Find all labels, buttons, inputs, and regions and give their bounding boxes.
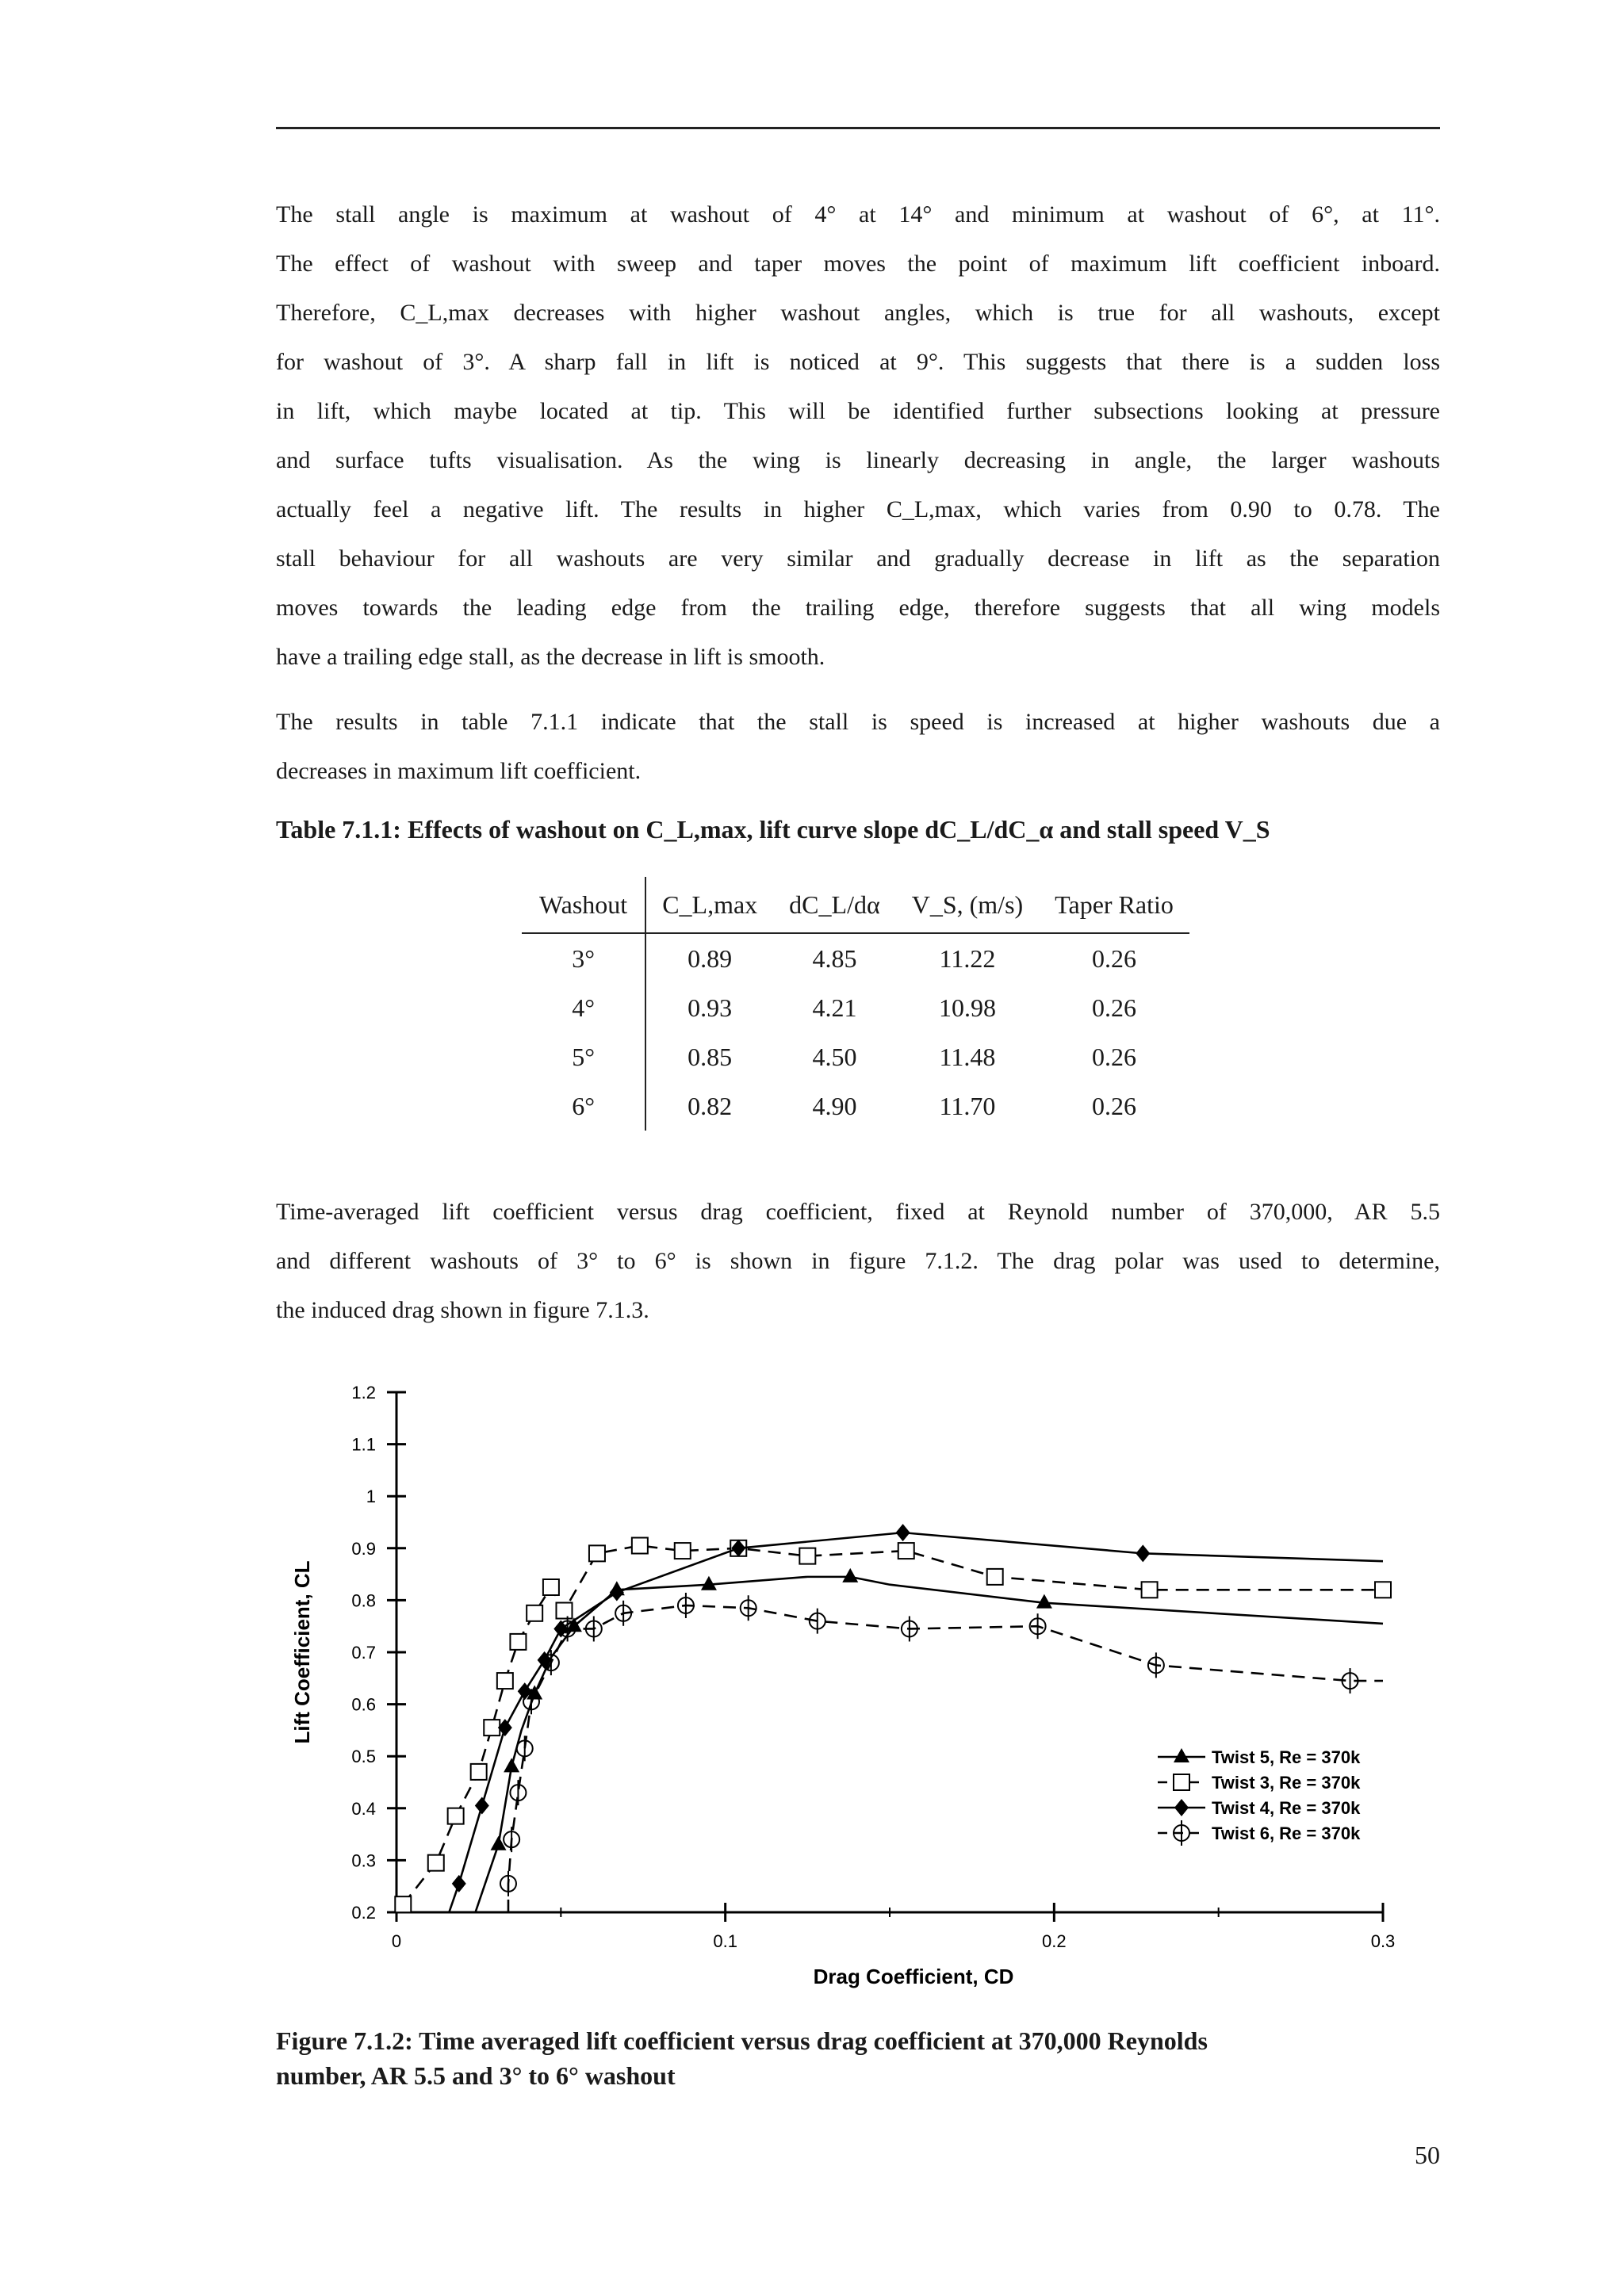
text-line: the induced drag shown in figure 7.1.3. [276, 1297, 649, 1323]
x-tick-label: 0.1 [713, 1931, 737, 1951]
table-row [522, 933, 1189, 983]
text-line: stall behaviour for all washouts are very similar and gradually decrease in lift as the separation [276, 545, 1440, 572]
table-cell: 4° [522, 983, 645, 1032]
series-2-point [1375, 1582, 1391, 1598]
table-row [522, 1081, 1189, 1131]
text-line: Time-averaged lift coefficient versus drag coefficient, fixed at Reynold number of 370,000, AR 5.5 [276, 1199, 1440, 1225]
series-2-point [675, 1543, 691, 1559]
text-line: for washout of 3°. A sharp fall in lift is noticed at 9°. This suggests that there is a sudden loss [276, 349, 1440, 375]
table-cell: 0.82 [688, 1091, 733, 1120]
paragraph-table-intro [276, 698, 1440, 796]
text-line: have a trailing edge stall, as the decrease in lift is smooth. [276, 644, 825, 670]
series-2-point [448, 1808, 464, 1824]
y-tick-label: 0.3 [351, 1850, 376, 1871]
table-cell: 4.90 [812, 1091, 857, 1120]
series-3-point [452, 1875, 466, 1892]
legend-marker [1174, 1799, 1189, 1816]
x-tick-label: 0 [391, 1931, 402, 1951]
text-line: The stall angle is maximum at washout of 4° at 14° and minimum at washout of 6°, at 11°. [276, 201, 1440, 228]
series-2-point [484, 1720, 500, 1735]
table-cell: 4.85 [812, 943, 857, 973]
figure-caption-line: Figure 7.1.2: Time averaged lift coefficient versus drag coefficient at 370,000 Reynolds [276, 2026, 1208, 2055]
x-axis-title: Drag Coefficient, CD [813, 1965, 1014, 1988]
x-tick-label: 0.3 [1370, 1931, 1396, 1951]
series-2-point [527, 1605, 542, 1621]
y-tick-label: 0.2 [351, 1903, 376, 1923]
series-2-point [428, 1855, 444, 1871]
table-caption-text: Effects of washout on C_L,max, lift curve slope dC_L/dC_α and stall speed V_S [407, 815, 1270, 844]
header-rule [276, 127, 1440, 129]
y-tick-label: 0.9 [351, 1538, 376, 1559]
washout-table [522, 877, 1189, 1131]
text-line: in lift, which maybe located at tip. This will be identified further subsections looking at pressure [276, 398, 1440, 424]
text-line: The results in table 7.1.1 indicate that the stall is speed is increased at higher washouts due a [276, 709, 1440, 735]
figure-caption [276, 2023, 1440, 2093]
table-cell: 0.89 [688, 943, 733, 973]
legend-label: Twist 6, Re = 370k [1212, 1823, 1361, 1843]
series-1-point [701, 1576, 717, 1590]
series-2-point [471, 1764, 487, 1780]
text-line: and different washouts of 3° to 6° is shown in figure 7.1.2. The drag polar was used to determine, [276, 1248, 1440, 1274]
table-cell: 10.98 [938, 993, 996, 1022]
series-3-point [1136, 1544, 1150, 1562]
table-cell: 11.48 [939, 1042, 996, 1071]
table-cell: 0.85 [688, 1042, 733, 1071]
y-tick-label: 0.7 [351, 1643, 376, 1663]
table-cell: 0.26 [1092, 1091, 1137, 1120]
table-cell: 5° [522, 1032, 645, 1081]
paragraph-drag-polar [276, 1188, 1440, 1335]
table-cell: 0.93 [688, 993, 733, 1022]
legend-label: Twist 3, Re = 370k [1212, 1773, 1361, 1793]
y-tick-label: 1.1 [351, 1434, 376, 1455]
legend-label: Twist 4, Re = 370k [1212, 1798, 1361, 1818]
series-3-point [475, 1797, 489, 1815]
x-tick-label: 0.2 [1042, 1931, 1067, 1951]
series-2-point [1142, 1582, 1158, 1598]
series-3-point [896, 1524, 910, 1541]
table-cell: 4.21 [812, 993, 857, 1022]
drag-polar-chart [285, 1380, 1411, 2006]
series-3-point [553, 1620, 568, 1637]
legend-marker [1174, 1748, 1189, 1762]
table-header-cell: C_L,max [645, 877, 773, 933]
table-cell: 6° [522, 1081, 645, 1131]
table-header-cell: V_S, (m/s) [896, 877, 1039, 933]
table-header-row [522, 877, 1189, 933]
series-2-point [510, 1634, 526, 1650]
series-3-point [610, 1584, 624, 1601]
table-row [522, 1032, 1189, 1081]
legend-label: Twist 5, Re = 370k [1212, 1747, 1361, 1767]
series-2-point [799, 1548, 815, 1564]
y-tick-label: 0.4 [351, 1798, 376, 1819]
series-2-point [632, 1538, 648, 1554]
text-line: actually feel a negative lift. The results in higher C_L,max, which varies from 0.90 to 0.78. The [276, 496, 1440, 522]
series-1-point [504, 1758, 519, 1772]
series-2-point [556, 1603, 572, 1619]
table-cell: 3° [522, 933, 645, 983]
y-tick-label: 0.8 [351, 1590, 376, 1611]
text-line: The effect of washout with sweep and taper moves the point of maximum lift coefficient inboard. [276, 251, 1440, 277]
table-row [522, 983, 1189, 1032]
table-cell: 0.26 [1092, 993, 1137, 1022]
table-caption-label: Table 7.1.1: [276, 815, 401, 844]
series-1-point [842, 1568, 858, 1582]
series-2-point [395, 1896, 411, 1912]
y-tick-label: 0.6 [351, 1694, 376, 1715]
table-cell: 11.22 [939, 943, 996, 973]
table-header-cell: Taper Ratio [1039, 877, 1189, 933]
table-header-cell: Washout [522, 877, 645, 933]
page-number: 50 [1415, 2141, 1440, 2169]
series-line-2 [403, 1546, 1383, 1905]
text-line: and surface tufts visualisation. As the wing is linearly decreasing in angle, the larger washouts [276, 447, 1440, 473]
series-line-1 [476, 1577, 1383, 1912]
text-line: moves towards the leading edge from the trailing edge, therefore suggests that all wing models [276, 595, 1440, 621]
y-tick-label: 1 [366, 1487, 376, 1507]
y-tick-label: 0.5 [351, 1747, 376, 1767]
table-caption [276, 812, 1440, 847]
series-2-point [497, 1673, 513, 1689]
paragraph-stall-angle [276, 190, 1440, 682]
table-header-cell: dC_L/dα [773, 877, 896, 933]
table-cell: 0.26 [1092, 1042, 1137, 1071]
y-axis-title: Lift Coefficient, CL [290, 1560, 314, 1744]
text-line: Therefore, C_L,max decreases with higher washout angles, which is true for all washouts, except [276, 300, 1440, 326]
table-cell: 11.70 [939, 1091, 996, 1120]
legend-marker [1174, 1774, 1189, 1790]
series-2-point [589, 1545, 605, 1561]
figure-caption-line: number, AR 5.5 and 3° to 6° washout [276, 2061, 676, 2090]
series-2-point [543, 1579, 559, 1595]
series-2-point [987, 1569, 1003, 1585]
text-line: decreases in maximum lift coefficient. [276, 758, 642, 784]
table-cell: 4.50 [812, 1042, 857, 1071]
y-tick-label: 1.2 [351, 1383, 376, 1402]
table-cell: 0.26 [1092, 943, 1137, 973]
series-2-point [898, 1543, 914, 1559]
